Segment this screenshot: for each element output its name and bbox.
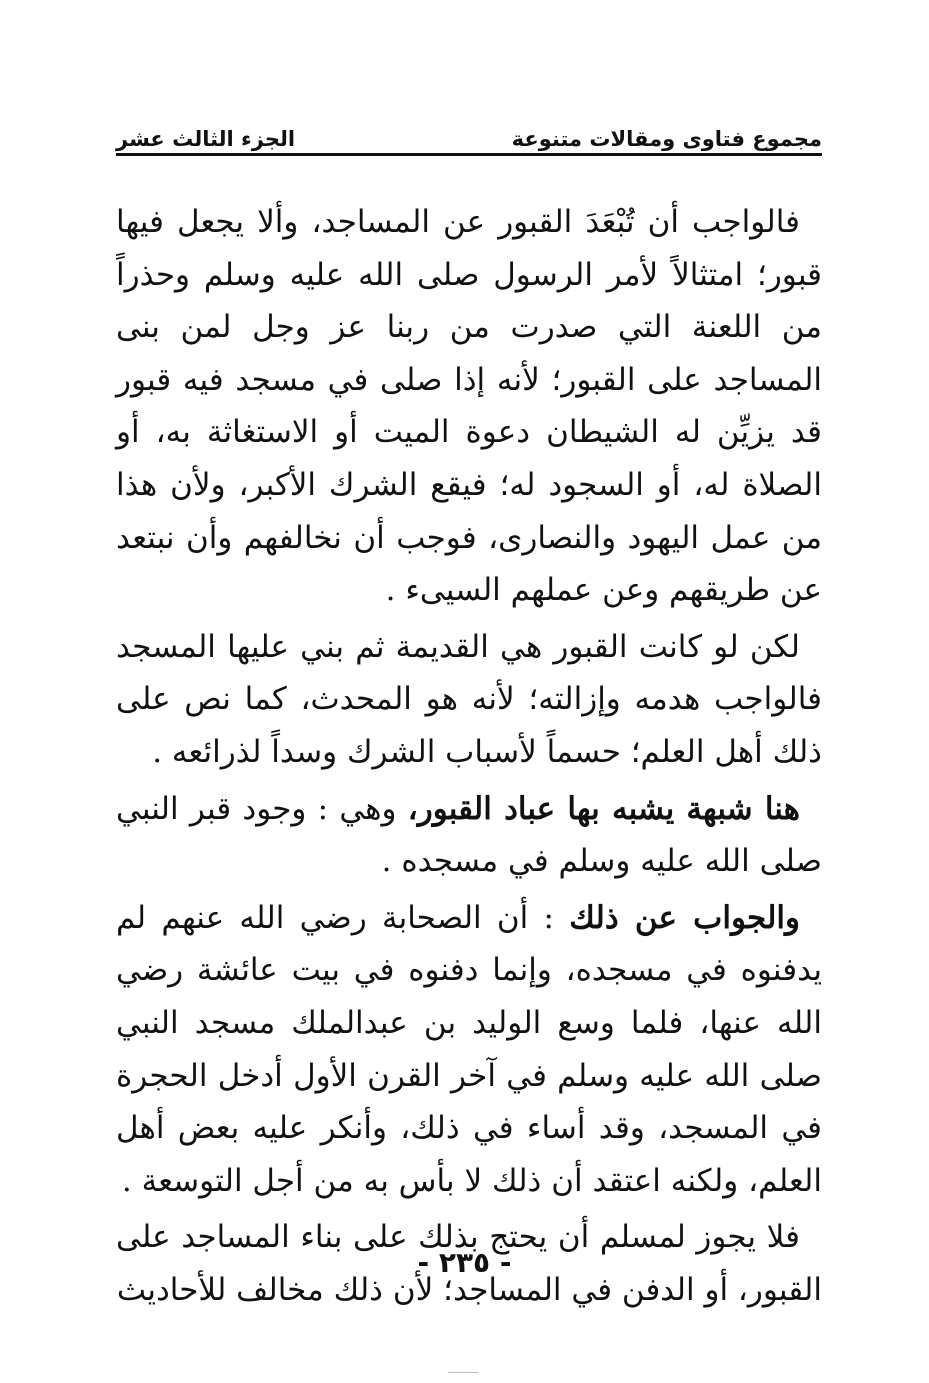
paragraph-2 <box>116 621 822 779</box>
paragraph-5-text: فلا يجوز لمسلم أن يحتج بذلك على بناء المساجد على القبور، أو الدفن في المساجد؛ لأن ذلك مخالف للأحاديث <box>116 1219 822 1308</box>
paragraph-3-lead: هنا شبهة يشبه بها عباد القبور، <box>407 790 800 827</box>
paragraph-4-text: : أن الصحابة رضي الله عنهم لم يدفنوه في مسجده، وإنما دفنوه في بيت عائشة رضي الله عنها، فلما وسع الوليد بن عبدالملك مسجد النبي صلى الله عليه وسلم في آخر القرن الأول أدخل الحجرة في المسجد، وقد أساء في ذلك، وأنكر عليه بعض أهل العلم، ولكنه اعتقد أن ذلك لا بأس به من أجل التوسعة . <box>116 899 822 1199</box>
running-header <box>116 118 822 154</box>
paragraph-1-text: فالواجب أن تُبْعَدَ القبور عن المساجد، وألا يجعل فيها قبور؛ امتثالاً لأمر الرسول صلى الله عليه وسلم وحذراً من اللعنة التي صدرت من ربنا عز وجل لمن بنى المساجد على القبور؛ لأنه إذا صلى في مسجد فيه قبور قد يزيِّن له الشيطان دعوة الميت أو الاستغاثة به، أو الصلاة له، أو السجود له؛ فيقع الشرك الأكبر، ولأن هذا من عمل اليهود والنصارى، فوجب أن نخالفهم وأن نبتعد عن طريقهم وعن عملهم السيىء . <box>116 204 822 609</box>
paragraph-3-text: وهي : وجود قبر النبي صلى الله عليه وسلم في مسجده . <box>116 790 822 880</box>
page-body <box>116 196 822 1320</box>
scan-mark <box>448 1372 478 1373</box>
header-rule <box>116 153 822 156</box>
paragraph-3 <box>116 783 822 888</box>
header-book-title: مجموع فتاوى ومقالات متنوعة <box>511 127 822 151</box>
paragraph-2-text: لكن لو كانت القبور هي القديمة ثم بني عليها المسجد فالواجب هدمه وإزالته؛ لأنه هو المحدث، كما نص على ذلك أهل العلم؛ حسماً لأسباب الشرك وسداً لذرائعه . <box>116 628 822 770</box>
header-volume: الجزء الثالث عشر <box>116 127 296 151</box>
page-number: - ٢٣٥ - <box>417 1246 512 1279</box>
paragraph-1 <box>116 196 822 617</box>
paragraph-4 <box>116 892 822 1208</box>
paragraph-4-lead: والجواب عن ذلك <box>569 899 800 936</box>
